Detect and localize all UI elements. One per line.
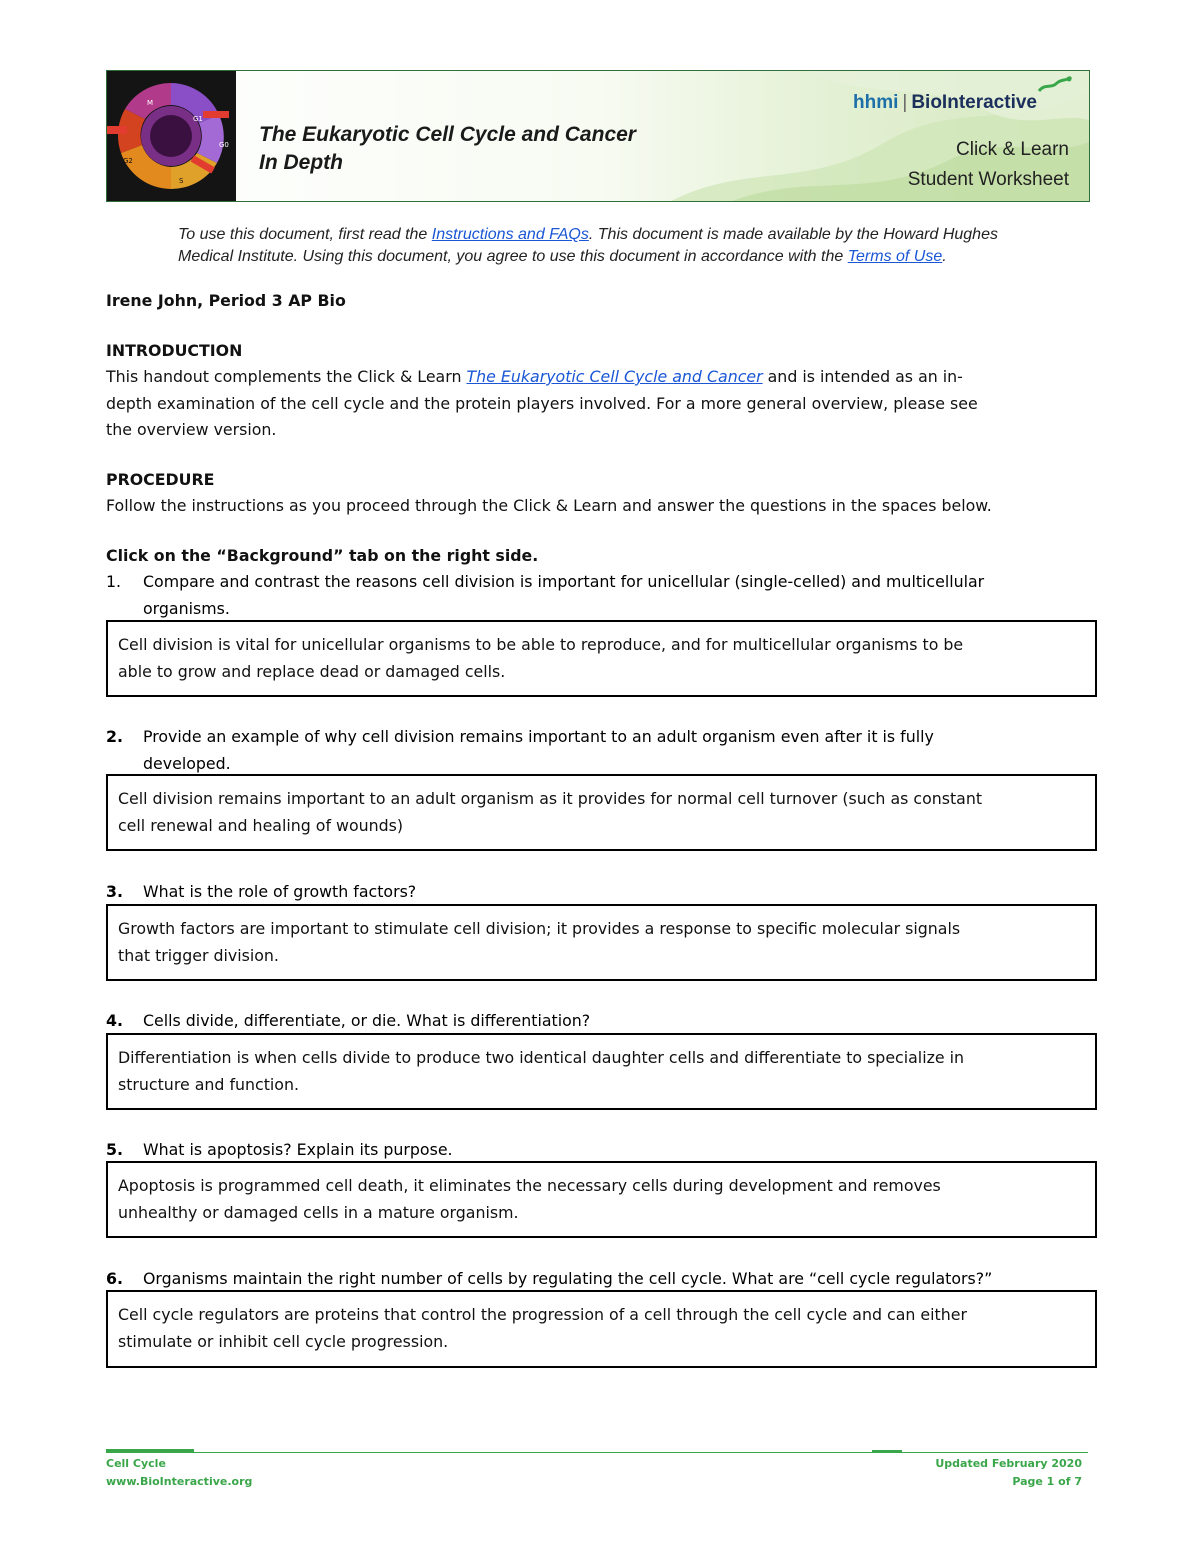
- introduction-heading: INTRODUCTION: [106, 341, 243, 360]
- question-1-text-line-2: organisms.: [143, 599, 230, 618]
- answer-box-1[interactable]: [106, 620, 1097, 697]
- introduction-line-2: depth examination of the cell cycle and the protein players involved. For a more general overview, please see: [106, 394, 978, 413]
- hhmi-biointeractive-logo: [853, 92, 1037, 114]
- instructions-faqs-link[interactable]: Instructions and FAQs: [431, 226, 589, 243]
- lizard-logo-icon: [1037, 75, 1073, 97]
- terms-of-use-link[interactable]: Terms of Use: [847, 248, 943, 265]
- usage-notice-line-1: To use this document, first read the Instructions and FAQs. This document is made available by the Howard Hughes: [178, 226, 998, 243]
- m-label: M: [147, 99, 154, 107]
- click-and-learn-link[interactable]: The Eukaryotic Cell Cycle and Cancer: [466, 367, 763, 386]
- question-2-text-line-2: developed.: [143, 754, 231, 773]
- answer-4-line-1: Differentiation is when cells divide to produce two identical daughter cells and differentiate to specialize in: [118, 1048, 965, 1067]
- header-banner: [106, 70, 1090, 202]
- question-2-number: 2.: [106, 727, 123, 746]
- question-1-number: 1.: [106, 572, 122, 591]
- question-6-number: 6.: [106, 1269, 123, 1288]
- answer-1-line-2: able to grow and replace dead or damaged cells.: [118, 662, 506, 681]
- answer-2-line-2: cell renewal and healing of wounds): [118, 816, 404, 835]
- footer-accent-right: [872, 1450, 902, 1452]
- question-4-number: 4.: [106, 1011, 123, 1030]
- student-name-line: Irene John, Period 3 AP Bio: [106, 291, 346, 310]
- brand-hhmi: hhmi: [853, 92, 899, 113]
- introduction-line-1: This handout complements the Click & Learn The Eukaryotic Cell Cycle and Cancer and is intended as an in-: [106, 367, 963, 386]
- question-3-number: 3.: [106, 882, 123, 901]
- question-1-text-line-1: Compare and contrast the reasons cell division is important for unicellular (single-celled) and multicellular: [143, 572, 985, 591]
- answer-3-line-2: that trigger division.: [118, 946, 279, 965]
- footer-updated-date: Updated February 2020: [935, 1457, 1082, 1470]
- footer-rule: [106, 1452, 1088, 1453]
- footer-page-number: Page 1 of 7: [1012, 1475, 1082, 1488]
- answer-1-line-1: Cell division is vital for unicellular organisms to be able to reproduce, and for multicellular organisms to be: [118, 635, 964, 654]
- worksheet-subtitle: In Depth: [259, 151, 343, 174]
- brand-separator: |: [902, 92, 908, 113]
- question-2-text-line-1: Provide an example of why cell division remains important to an adult organism even after it is fully: [143, 727, 934, 746]
- answer-2-line-1: Cell division remains important to an adult organism as it provides for normal cell turnover (such as constant: [118, 789, 983, 808]
- answer-box-3[interactable]: [106, 904, 1097, 981]
- answer-5-line-1: Apoptosis is programmed cell death, it eliminates the necessary cells during development and removes: [118, 1176, 941, 1195]
- resource-type: Click & Learn: [956, 139, 1069, 160]
- answer-6-line-2: stimulate or inhibit cell cycle progression.: [118, 1332, 449, 1351]
- g1-label: G1: [193, 115, 203, 123]
- procedure-text: Follow the instructions as you proceed through the Click & Learn and answer the questions in the spaces below.: [106, 496, 992, 515]
- document-type: Student Worksheet: [907, 169, 1069, 190]
- answer-box-2[interactable]: [106, 774, 1097, 851]
- footer-website: www.BioInteractive.org: [106, 1475, 253, 1488]
- answer-5-line-2: unhealthy or damaged cells in a mature organism.: [118, 1203, 519, 1222]
- procedure-heading: PROCEDURE: [106, 470, 215, 489]
- worksheet-title: The Eukaryotic Cell Cycle and Cancer: [259, 123, 636, 146]
- answer-box-4[interactable]: [106, 1033, 1097, 1110]
- answer-4-line-2: structure and function.: [118, 1075, 300, 1094]
- cell-cycle-diagram: [107, 71, 236, 201]
- question-5-number: 5.: [106, 1140, 123, 1159]
- question-3-text: What is the role of growth factors?: [143, 882, 417, 901]
- answer-6-line-1: Cell cycle regulators are proteins that control the progression of a cell through the cell cycle and can either: [118, 1305, 967, 1324]
- usage-notice-line-2: Medical Institute. Using this document, you agree to use this document in accordance with the Terms of Use.: [178, 248, 947, 265]
- answer-box-6[interactable]: [106, 1290, 1097, 1368]
- brand-biointeractive: BioInteractive: [911, 92, 1037, 113]
- answer-3-line-1: Growth factors are important to stimulate cell division; it provides a response to specific molecular signals: [118, 919, 961, 938]
- s-label: S: [179, 177, 184, 185]
- background-tab-instruction: Click on the “Background” tab on the right side.: [106, 546, 539, 565]
- question-5-text: What is apoptosis? Explain its purpose.: [143, 1140, 453, 1159]
- g2-label: G2: [123, 157, 133, 165]
- g0-label: G0: [219, 141, 229, 149]
- question-6-text: Organisms maintain the right number of cells by regulating the cell cycle. What are “cell cycle regulators?”: [143, 1269, 993, 1288]
- answer-box-5[interactable]: [106, 1161, 1097, 1238]
- question-4-text: Cells divide, differentiate, or die. What is differentiation?: [143, 1011, 591, 1030]
- introduction-line-3: the overview version.: [106, 420, 277, 439]
- footer-unit-name: Cell Cycle: [106, 1457, 166, 1470]
